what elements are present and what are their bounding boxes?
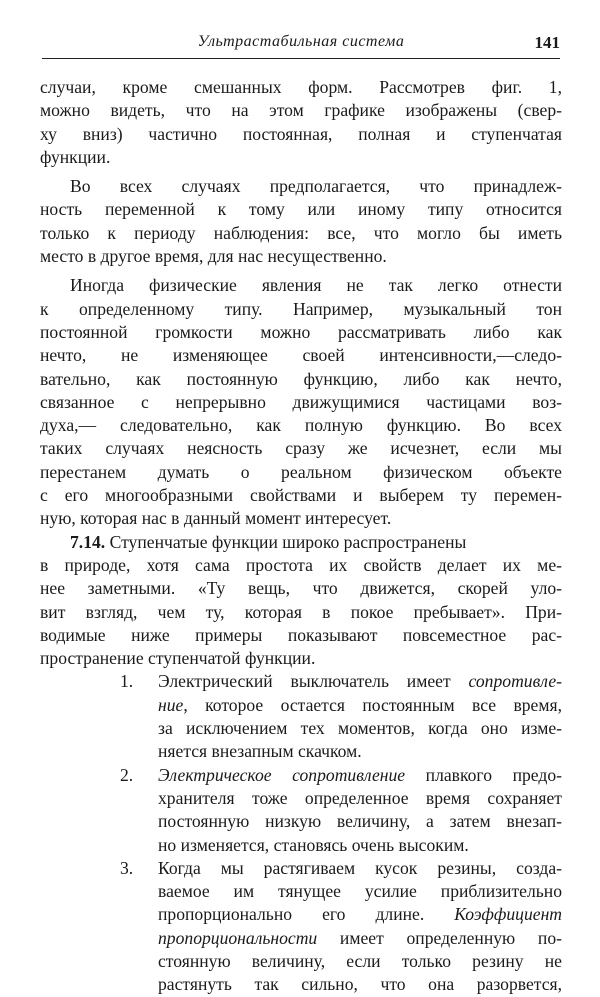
text-line: ние, которое остается постоянным все время, bbox=[158, 694, 562, 715]
text-line: к определенному типу. Например, музыкальный тон bbox=[40, 298, 562, 319]
paragraph-1 bbox=[40, 76, 562, 169]
text-line: только к периоду наблюдения: все, что могло бы иметь bbox=[40, 222, 562, 243]
text-line: место в другое время, для нас несущественно. bbox=[40, 246, 387, 267]
text-line: ность переменной к тому или иному типу относится bbox=[40, 199, 562, 220]
list-number: 2. bbox=[120, 764, 134, 785]
text-line: можно видеть, что на этом графике изображены (свер- bbox=[40, 100, 562, 121]
text-line: постоянной громкости можно рассматривать либо как bbox=[40, 321, 562, 342]
text-line: нее заметными. «Ту вещь, что движется, скорей уло- bbox=[40, 578, 562, 599]
text-line: пропорциональности имеет определенную по- bbox=[158, 927, 562, 948]
text-line: функции. bbox=[40, 146, 111, 167]
running-head bbox=[42, 33, 560, 57]
text-line: вательно, как постоянную функцию, либо как нечто, bbox=[40, 368, 562, 389]
paragraph-2 bbox=[40, 175, 562, 268]
header-rule bbox=[42, 58, 560, 59]
text-line: перестанем думать о реальном физическом объекте bbox=[40, 461, 562, 482]
section-number: 7.14. bbox=[70, 531, 106, 552]
text-line: няется внезапным скачком. bbox=[158, 741, 362, 762]
text-fragment: Ступенчатые функции широко распространены bbox=[109, 531, 467, 552]
text-line: духа,— следовательно, как полную функцию. Во всех bbox=[40, 415, 562, 436]
page-number: 141 bbox=[534, 33, 560, 52]
text-line: постоянную низкую величину, а затем внезап- bbox=[158, 811, 562, 832]
text-line: связанное с непрерывно движущимися частицами воз- bbox=[40, 391, 562, 412]
list-item-3 bbox=[40, 857, 562, 997]
text-line: Иногда физические явления не так легко отнести bbox=[70, 275, 562, 296]
text-line: 2. Электрическое сопротивление плавкого предо- bbox=[40, 764, 562, 787]
text-line: таких случаях неясность сразу же исчезнет, если мы bbox=[40, 438, 562, 459]
text-line: стоянную величину, если только резину не bbox=[158, 950, 562, 971]
text-line: ваемое им тянущее усилие приблизительно bbox=[158, 881, 562, 902]
text-line: Во всех случаях предполагается, что принадлеж- bbox=[70, 176, 562, 197]
text-line: растянуть так сильно, что она разорвется, bbox=[158, 974, 562, 995]
text-line: водимые ниже примеры показывают повсеместное рас- bbox=[40, 624, 562, 645]
text-line: пропорционально его длине. Коэффициент bbox=[158, 904, 562, 925]
italic-term: Коэффициент bbox=[454, 904, 562, 925]
text-line: пространение ступенчатой функции. bbox=[40, 648, 316, 669]
body-text bbox=[40, 76, 562, 997]
numbered-list bbox=[40, 670, 562, 996]
text-line: хранителя тоже определенное время сохраняет bbox=[158, 787, 562, 808]
running-title: Ультрастабильная система bbox=[197, 33, 405, 50]
italic-term: пропорциональности bbox=[158, 927, 318, 948]
italic-term: Электрическое сопротивление bbox=[158, 764, 406, 785]
italic-term: ние bbox=[158, 694, 184, 715]
text-line: ную, которая нас в данный момент интересует. bbox=[40, 508, 392, 529]
italic-term: сопротивле- bbox=[468, 671, 562, 692]
list-number: 3. bbox=[120, 857, 134, 878]
paragraph-3 bbox=[40, 274, 562, 530]
list-item-1 bbox=[40, 670, 562, 763]
paragraph-section-7-14 bbox=[40, 531, 562, 671]
text-line: с его многообразными свойствами и выберем ту перемен- bbox=[40, 485, 562, 506]
text-line: 1. Электрический выключатель имеет сопротивле- bbox=[40, 670, 562, 693]
text-line: но изменяется, становясь очень высоким. bbox=[158, 834, 469, 855]
text-line: за исключением тех моментов, когда оно изме- bbox=[158, 718, 562, 739]
text-line: случаи, кроме смешанных форм. Рассмотрев фиг. 1, bbox=[40, 77, 562, 97]
text-line: нечто, не изменяющее своей интенсивности,—следо- bbox=[40, 345, 562, 366]
text-line: вит взгляд, чем ту, которая в покое пребывает». При- bbox=[40, 601, 562, 622]
list-number: 1. bbox=[120, 671, 134, 692]
text-line: 3. Когда мы растягиваем кусок резины, созда- bbox=[40, 857, 562, 880]
text-line: в природе, хотя сама простота их свойств делает их ме- bbox=[40, 554, 562, 575]
list-item-2 bbox=[40, 764, 562, 857]
text-line: ху вниз) частично постоянная, полная и ступенчатая bbox=[40, 123, 562, 144]
text-line bbox=[40, 531, 562, 554]
